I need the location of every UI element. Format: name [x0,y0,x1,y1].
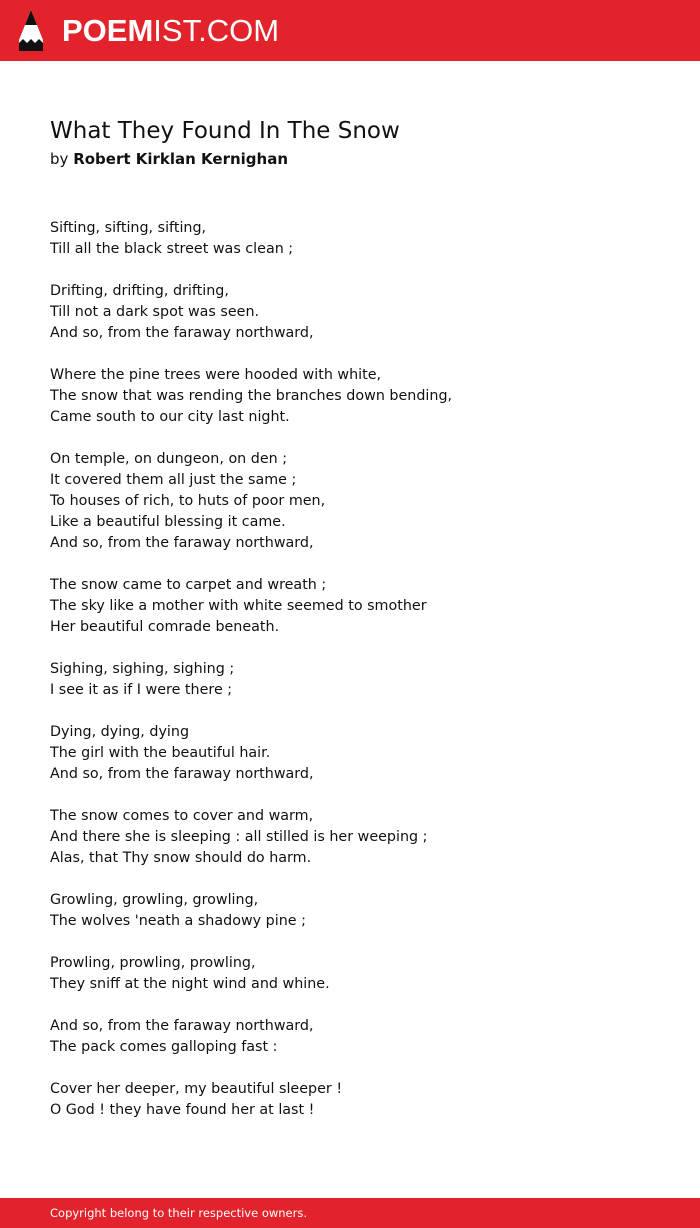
pencil-tip-icon[interactable] [19,10,43,51]
poem-line: Dying, dying, dying [50,724,190,740]
poem-line: I see it as if I were there ; [50,682,233,698]
poem-line: The girl with the beautiful hair. [50,745,271,761]
poem-line: The pack comes galloping fast : [50,1039,278,1055]
poem-line: They sniff at the night wind and whine. [50,976,330,992]
poem-line: Sighing, sighing, sighing ; [50,661,235,677]
stanza-break [50,1058,650,1079]
stanza-break [50,995,650,1016]
poem-line: Drifting, drifting, drifting, [50,283,229,299]
site-logo[interactable] [62,13,279,49]
poem-line: Like a beautiful blessing it came. [50,514,286,530]
stanza-break [50,344,650,365]
site-footer [0,1198,700,1228]
stanza-break [50,785,650,806]
poem-line: Till not a dark spot was seen. [50,304,260,320]
stanza-break [50,701,650,722]
by-label: by [50,150,69,168]
poem-line: Cover her deeper, my beautiful sleeper ! [50,1081,343,1097]
stanza-break [50,428,650,449]
poem-line: Alas, that Thy snow should do harm. [50,850,312,866]
logo-bold-text: POEM [62,13,154,48]
poem-line: Growling, growling, growling, [50,892,259,908]
stanza-break [50,260,650,281]
poem-line: Came south to our city last night. [50,409,290,425]
poem-line: And so, from the faraway northward, [50,1018,314,1034]
poem-line: The snow that was rending the branches down bending, [50,388,453,404]
poem-line: Where the pine trees were hooded with white, [50,367,382,383]
copyright-text: Copyright belong to their respective owners. [50,1206,308,1220]
poem-line: The sky like a mother with white seemed to smother [50,598,427,614]
poem-line: And there she is sleeping : all stilled is her weeping ; [50,829,428,845]
poem-line: And so, from the faraway northward, [50,766,314,782]
poem-line: On temple, on dungeon, on den ; [50,451,288,467]
byline [50,148,288,170]
logo-light-text: IST.COM [153,13,280,48]
author-name: Robert Kirklan Kernighan [73,150,289,168]
poem-line: Her beautiful comrade beneath. [50,619,280,635]
stanza-break [50,932,650,953]
poem-line: The snow comes to cover and warm, [50,808,314,824]
poem-line: Till all the black street was clean ; [50,241,294,257]
poem-line: It covered them all just the same ; [50,472,297,488]
poem-line: The wolves 'neath a shadowy pine ; [50,913,306,929]
poem-line: Prowling, prowling, prowling, [50,955,256,971]
stanza-break [50,869,650,890]
poem-line: Sifting, sifting, sifting, [50,220,207,236]
poem-body [50,218,650,1121]
stanza-break [50,554,650,575]
stanza-break [50,638,650,659]
poem-title: What They Found In The Snow [50,118,400,144]
poem-line: O God ! they have found her at last ! [50,1102,315,1118]
poem-line: The snow came to carpet and wreath ; [50,577,327,593]
poem-line: And so, from the faraway northward, [50,325,314,341]
site-header [0,0,700,61]
poem-line: To houses of rich, to huts of poor men, [50,493,326,509]
poem-line: And so, from the faraway northward, [50,535,314,551]
